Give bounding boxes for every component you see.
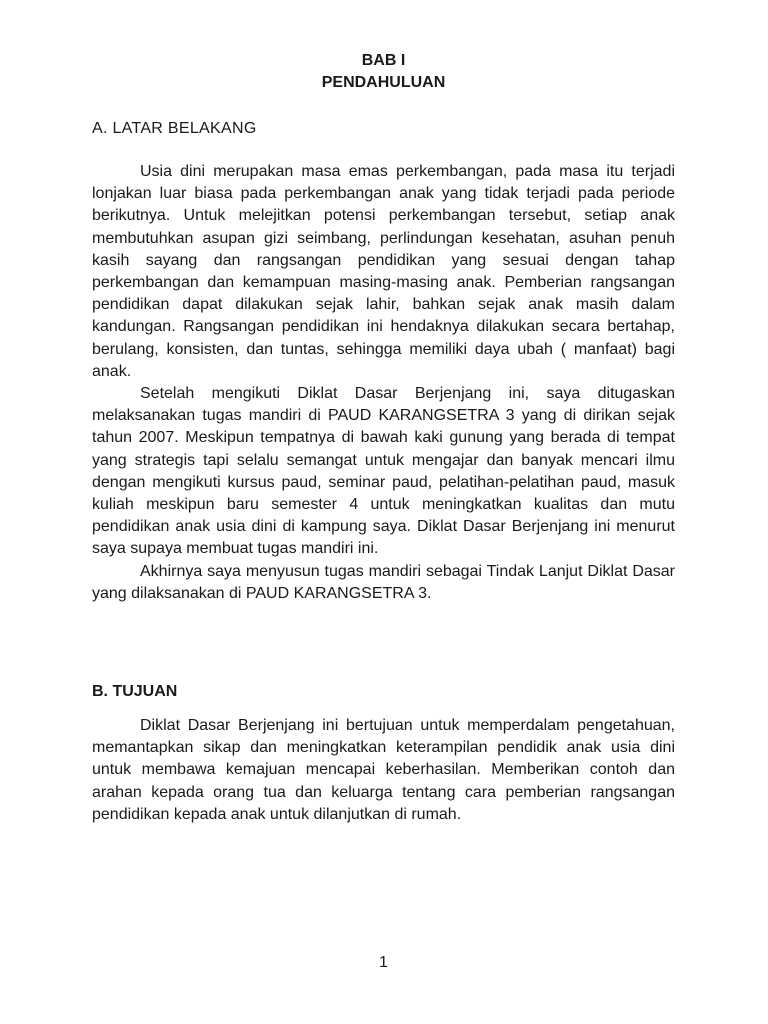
section-heading-tujuan: B. TUJUAN [92, 683, 178, 700]
section-body-latar-belakang [92, 161, 675, 605]
paragraph: Diklat Dasar Berjenjang ini bertujuan untuk memperdalam pengetahuan, memantapkan sikap dan meningkatkan keterampilan pendidik anak usia dini untuk membawa kemajuan mencapai keberhasilan. Memberikan contoh dan arahan kepada orang tua dan keluarga tentang cara pemberian rangsangan pendidikan kepada anak untuk dilanjutkan di rumah. [92, 717, 675, 823]
paragraph: Setelah mengikuti Diklat Dasar Berjenjang ini, saya ditugaskan melaksanakan tugas mandiri di PAUD KARANGSETRA 3 yang di dirikan sejak tahun 2007. Meskipun tempatnya di bawah kaki gunung yang berada di tempat yang strategis tapi selalu semangat untuk mengajar dan banyak mencari ilmu dengan mengikuti kursus paud, seminar paud, pelatihan-pelatihan paud, masuk kuliah meskipun baru semester 4 untuk meningkatkan kualitas dan mutu pendidikan anak usia dini di kampung saya. Diklat Dasar Berjenjang ini menurut saya supaya membuat tugas mandiri ini. [92, 385, 675, 558]
section-body-tujuan [92, 715, 675, 826]
chapter-number: BAB I [361, 52, 406, 69]
document-page [92, 0, 675, 1024]
paragraph: Usia dini merupakan masa emas perkembangan, pada masa itu terjadi lonjakan luar biasa pada perkembangan anak yang tidak terjadi pada periode berikutnya. Untuk melejitkan potensi perkembangan tersebut, setiap anak membutuhkan asupan gizi seimbang, perlindungan kesehatan, asuhan penuh kasih sayang dan rangsangan pendidikan yang sesuai dengan tahap perkembangan dan kemampuan masing-masing anak. Pemberian rangsangan pendidikan dapat dilakukan sejak lahir, bahkan sejak anak masih dalam kandungan. Rangsangan pendidikan ini hendaknya dilakukan secara bertahap, berulang, konsisten, dan tuntas, sehingga memiliki daya ubah ( manfaat) bagi anak. [92, 163, 675, 380]
chapter-title: PENDAHULUAN [321, 74, 446, 91]
section-heading-latar-belakang: A. LATAR BELAKANG [92, 120, 257, 137]
paragraph: Akhirnya saya menyusun tugas mandiri sebagai Tindak Lanjut Diklat Dasar yang dilaksanakan di PAUD KARANGSETRA 3. [92, 562, 675, 602]
page-number: 1 [379, 954, 388, 971]
